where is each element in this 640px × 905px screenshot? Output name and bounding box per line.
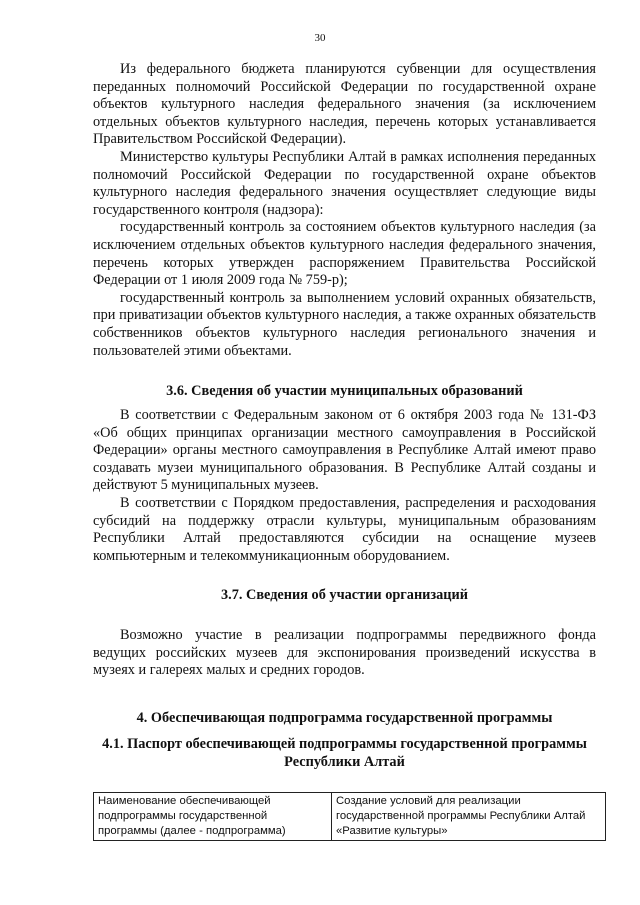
paragraph-ministry-control: Министерство культуры Республики Алтай в рамках исполнения переданных полномочий Российской Федерации по государственной охране объектов культурного наследия федерального значения осуществляет следующие виды государственного контроля (надзора):: [93, 148, 596, 218]
table-cell-value: Создание условий для реализации государственной программы Республики Алтай «Развитие культуры»: [332, 793, 606, 841]
section-3-6-heading: 3.6. Сведения об участии муниципальных образований: [166, 383, 523, 399]
paragraph-municipal-museums: В соответствии с Федеральным законом от 6 октября 2003 года № 131-ФЗ «Об общих принципах организации местного самоуправления в Российской Федерации» органы местного самоуправления в Республике Алтай имеют право создавать музеи муниципального образования. В Республике Алтай созданы и действуют 5 муниципальных музеев.: [93, 407, 596, 494]
page-number: 30: [314, 32, 326, 44]
paragraph-organizations: Возможно участие в реализации подпрограммы передвижного фонда ведущих российских музеев для экспонирования произведений искусства в музеях и галереях малых и средних городов.: [93, 627, 596, 679]
passport-table: [93, 792, 606, 841]
paragraph-municipal-subsidies: В соответствии с Порядком предоставления, распределения и расходования субсидий на поддержку отрасли культуры, муниципальным образованиям Республики Алтай предоставляются субсидии на оснащение музеев компьютерным и телекоммуникационным оборудованием.: [93, 494, 596, 564]
section-3-6-text: [93, 407, 596, 565]
paragraph-control-state: государственный контроль за состоянием объектов культурного наследия (за исключением отдельных объектов культурного наследия федерального значения, перечень которых утвержден распоряжением Правительства Российской Федерации от 1 июля 2009 года № 759-р);: [93, 219, 596, 289]
table-cell-label: Наименование обеспечивающей подпрограммы государственной программы (далее - подпрограмма): [94, 793, 332, 841]
section-3-7-heading: 3.7. Сведения об участии организаций: [220, 587, 469, 603]
section-4-1-heading: 4.1. Паспорт обеспечивающей подпрограммы государственной программы Республики Алтай: [102, 736, 587, 770]
table-row: [94, 793, 606, 841]
section-4-heading: 4. Обеспечивающая подпрограмма государственной программы: [136, 710, 553, 726]
intro-text-block: [93, 61, 596, 360]
paragraph-control-obligations: государственный контроль за выполнением условий охранных обязательств, при приватизации объектов культурного наследия, а также охранных обязательств собственников объектов культурного наследия регионального значения и пользователей этими объектами.: [93, 289, 596, 359]
section-3-7-text: [93, 627, 596, 680]
paragraph-federal-subventions: Из федерального бюджета планируются субвенции для осуществления переданных полномочий Российской Федерации по государственной охране объектов культурного наследия федерального значения (за исключением отдельных объектов культурного наследия, перечень которых устанавливается Правительством Российской Федерации).: [93, 61, 596, 148]
